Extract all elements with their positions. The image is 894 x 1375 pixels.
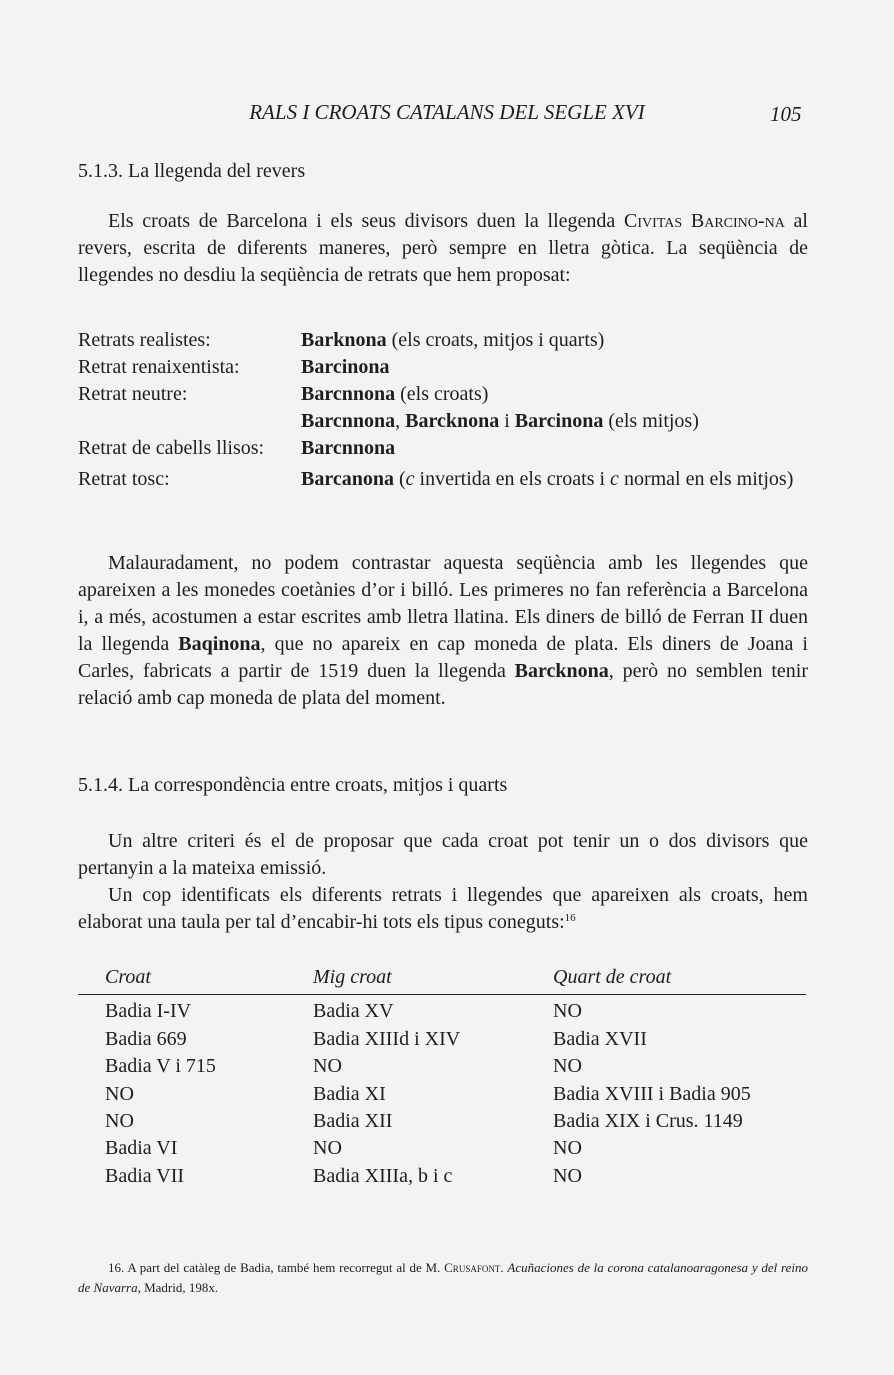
table-header-croat: Croat [105,966,151,988]
table-cell: Badia XIX i Crus. 1149 [553,1110,743,1132]
footnote-16: 16. A part del catàleg de Badia, també hem recorregut al de M. Crusafont. Acuñaciones de la corona catalanoaragonesa y del reino de Navarra, Madrid, 198x. [78,1260,808,1295]
paragraph-legends-gold-billon: Malauradament, no podem contrastar aquesta seqüència amb les llegendes que apareixen a les monedes coetànies d’or i billó. Les primeres no fan referència a Barcelona i, a més, acostumen a estar escrites amb lletra llatina. Els diners de billó de Ferran II duen la llegenda Baqinona, que no apareix en cap moneda de plata. Els diners de Joana i Carles, fabricats a partir de 1519 duen la llegenda Barcknona, però no semblen tenir relació amb cap moneda de plata del moment. [78,552,808,709]
paragraph-criteria: Un altre criteri és el de proposar que cada croat pot tenir un o dos divisors que pertanyin a la mateixa emissió. [78,830,808,879]
table-cell: NO [553,1165,582,1187]
table-cell: Badia XII [313,1110,393,1132]
table-header-quart: Quart de croat [553,966,672,988]
running-header-title: RALS I CROATS CATALANS DEL SEGLE XVI [249,100,645,124]
footnote-ref: 16 [564,912,576,924]
table-cell: NO [313,1137,342,1159]
table-cell: Badia XV [313,1000,394,1022]
table-cell: NO [313,1055,342,1077]
table-cell: Badia VII [105,1165,185,1187]
table-cell: Badia XIIId i XIV [313,1028,461,1050]
paragraph-table-intro: Un cop identificats els diferents retrats i llegendes que apareixen als croats, hem elaborat una taula per tal d’encabir-hi tots els tipus coneguts:$^{16}$ [78,884,808,933]
portrait-label: Retrats realistes: [78,329,211,351]
portrait-label: Retrat renaixentista: [78,356,240,378]
legend-value: Barcnnona, Barcknona i Barcinona (els mitjos) [301,410,699,432]
table-header-mig-croat: Mig croat [313,966,392,988]
portrait-label: Retrat neutre: [78,383,188,405]
legend-value: Barcinona [301,356,390,378]
table-cell: Badia 669 [105,1028,187,1050]
table-cell: Badia XIIIa, b i c [313,1165,453,1187]
portrait-label: Retrat tosc: [78,468,170,490]
table-cell: Badia I-IV [105,1000,192,1022]
legend-value: Barknona (els croats, mitjos i quarts) [301,329,605,351]
table-cell: NO [105,1083,134,1105]
intro-paragraph: Els croats de Barcelona i els seus divisors duen la llegenda Civitas Barcino-na al revers, escrita de diferents maneres, però sempre en lletra gòtica. La seqüència de llegendes no desdiu la seqüència de retrats que hem proposat: [78,210,808,286]
table-cell: Badia VI [105,1137,178,1159]
table-cell: NO [105,1110,134,1132]
legend-value: Barcnnona (els croats) [301,383,489,405]
section-heading-5-1-3: 5.1.3. La llegenda del revers [78,160,306,182]
table-cell: Badia XVII [553,1028,647,1050]
section-heading-5-1-4: 5.1.4. La correspondència entre croats, mitjos i quarts [78,774,508,796]
table-cell: Badia XVIII i Badia 905 [553,1083,751,1105]
table-cell: NO [553,1055,582,1077]
table-cell: NO [553,1137,582,1159]
table-cell: NO [553,1000,582,1022]
page-number: 105 [770,102,802,126]
legend-value: Barcnnona [301,437,396,459]
table-rule [78,994,806,995]
portrait-label: Retrat de cabells llisos: [78,437,265,459]
table-cell: Badia XI [313,1083,386,1105]
table-cell: Badia V i 715 [105,1055,216,1077]
legend-value: Barcanona (c invertida en els croats i c normal en els mitjos) [301,468,794,490]
